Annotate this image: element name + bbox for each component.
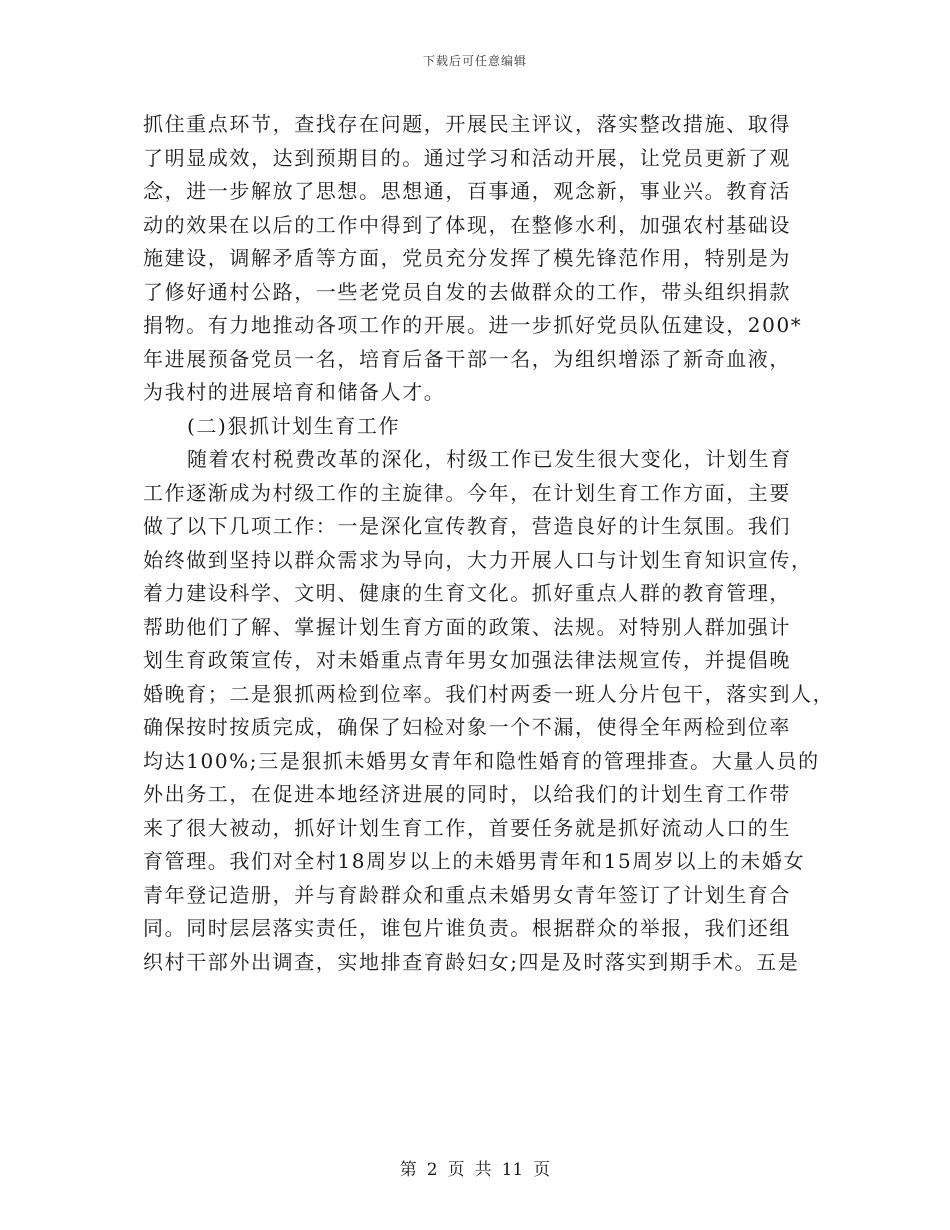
text-line: 均达100%;三是狠抓未婚男女青年和隐性婚育的管理排查。大量人员的 xyxy=(143,748,820,773)
text-line: 育管理。我们对全村18周岁以上的未婚男青年和15周岁以上的未婚女 xyxy=(143,849,806,873)
text-line: 抓住重点环节，查找存在问题，开展民主评议，落实整改措施、取得 xyxy=(143,112,791,136)
text-line: 年进展预备党员一名，培育后备干部一名，为组织增添了新奇血液， xyxy=(143,346,791,371)
page-footer xyxy=(0,1155,950,1180)
text-line: 外出务工，在促进本地经济进展的同时，以给我们的计划生育工作带 xyxy=(143,782,791,806)
header-note: 下载后可任意编辑 xyxy=(422,54,527,68)
text-line: 做了以下几项工作：一是深化宣传教育，营造良好的计生氛围。我们 xyxy=(143,514,791,538)
text-line: 始终做到坚持以群众需求为导向，大力开展人口与计划生育知识宣传， xyxy=(143,547,813,572)
text-line: 随着农村税费改革的深化，村级工作已发生很大变化，计划生育 xyxy=(187,447,792,471)
text-line: 捐物。有力地推动各项工作的开展。进一步抓好党员队伍建设，200* xyxy=(143,313,803,337)
section-heading: (二)狠抓计划生育工作 xyxy=(187,413,401,438)
text-line: 动的效果在以后的工作中得到了体现，在整修水利，加强农村基础设 xyxy=(143,212,791,237)
text-line: 婚晚育；二是狠抓两检到位率。我们村两委一班人分片包干，落实到人， xyxy=(143,681,835,706)
text-line: 工作逐渐成为村级工作的主旋律。今年，在计划生育工作方面，主要 xyxy=(143,480,791,505)
text-line: 织村干部外出调查，实地排查育龄妇女;四是及时落实到期手术。五是 xyxy=(143,949,800,974)
text-line: 划生育政策宣传，对未婚重点青年男女加强法律法规宣传，并提倡晚 xyxy=(143,648,791,672)
text-line: 着力建设科学、文明、健康的生育文化。抓好重点人群的教育管理， xyxy=(143,581,791,605)
page-label-mid-2: 共 xyxy=(474,1160,492,1180)
text-line: 确保按时按质完成，确保了妇检对象一个不漏，使得全年两检到位率 xyxy=(143,715,791,739)
text-line: 了修好通村公路，一些老党员自发的去做群众的工作，带头组织捐款 xyxy=(143,279,791,304)
text-line: 青年登记造册，并与育龄群众和重点未婚男女青年签订了计划生育合 xyxy=(143,882,791,907)
text-line: 同。同时层层落实责任，谁包片谁负责。根据群众的举报，我们还组 xyxy=(143,916,791,940)
text-line: 来了很大被动，抓好计划生育工作，首要任务就是抓好流动人口的生 xyxy=(143,815,791,840)
page-label-prefix: 第 xyxy=(399,1160,417,1180)
page-current: 2 xyxy=(426,1160,438,1180)
text-line: 为我村的进展培育和储备人才。 xyxy=(143,380,446,404)
page-label-suffix: 页 xyxy=(533,1160,551,1180)
text-line: 帮助他们了解、掌握计划生育方面的政策、法规。对特别人群加强计 xyxy=(143,614,791,639)
text-line: 了明显成效，达到预期目的。通过学习和活动开展，让党员更新了观 xyxy=(143,145,791,170)
document-body xyxy=(143,108,835,979)
page-label-mid-1: 页 xyxy=(447,1160,465,1180)
text-line: 施建设，调解矛盾等方面，党员充分发挥了模先锋范作用，特别是为 xyxy=(143,246,791,270)
page-total: 11 xyxy=(501,1160,524,1180)
text-line: 念，进一步解放了思想。思想通，百事通，观念新，事业兴。教育活 xyxy=(143,179,791,203)
